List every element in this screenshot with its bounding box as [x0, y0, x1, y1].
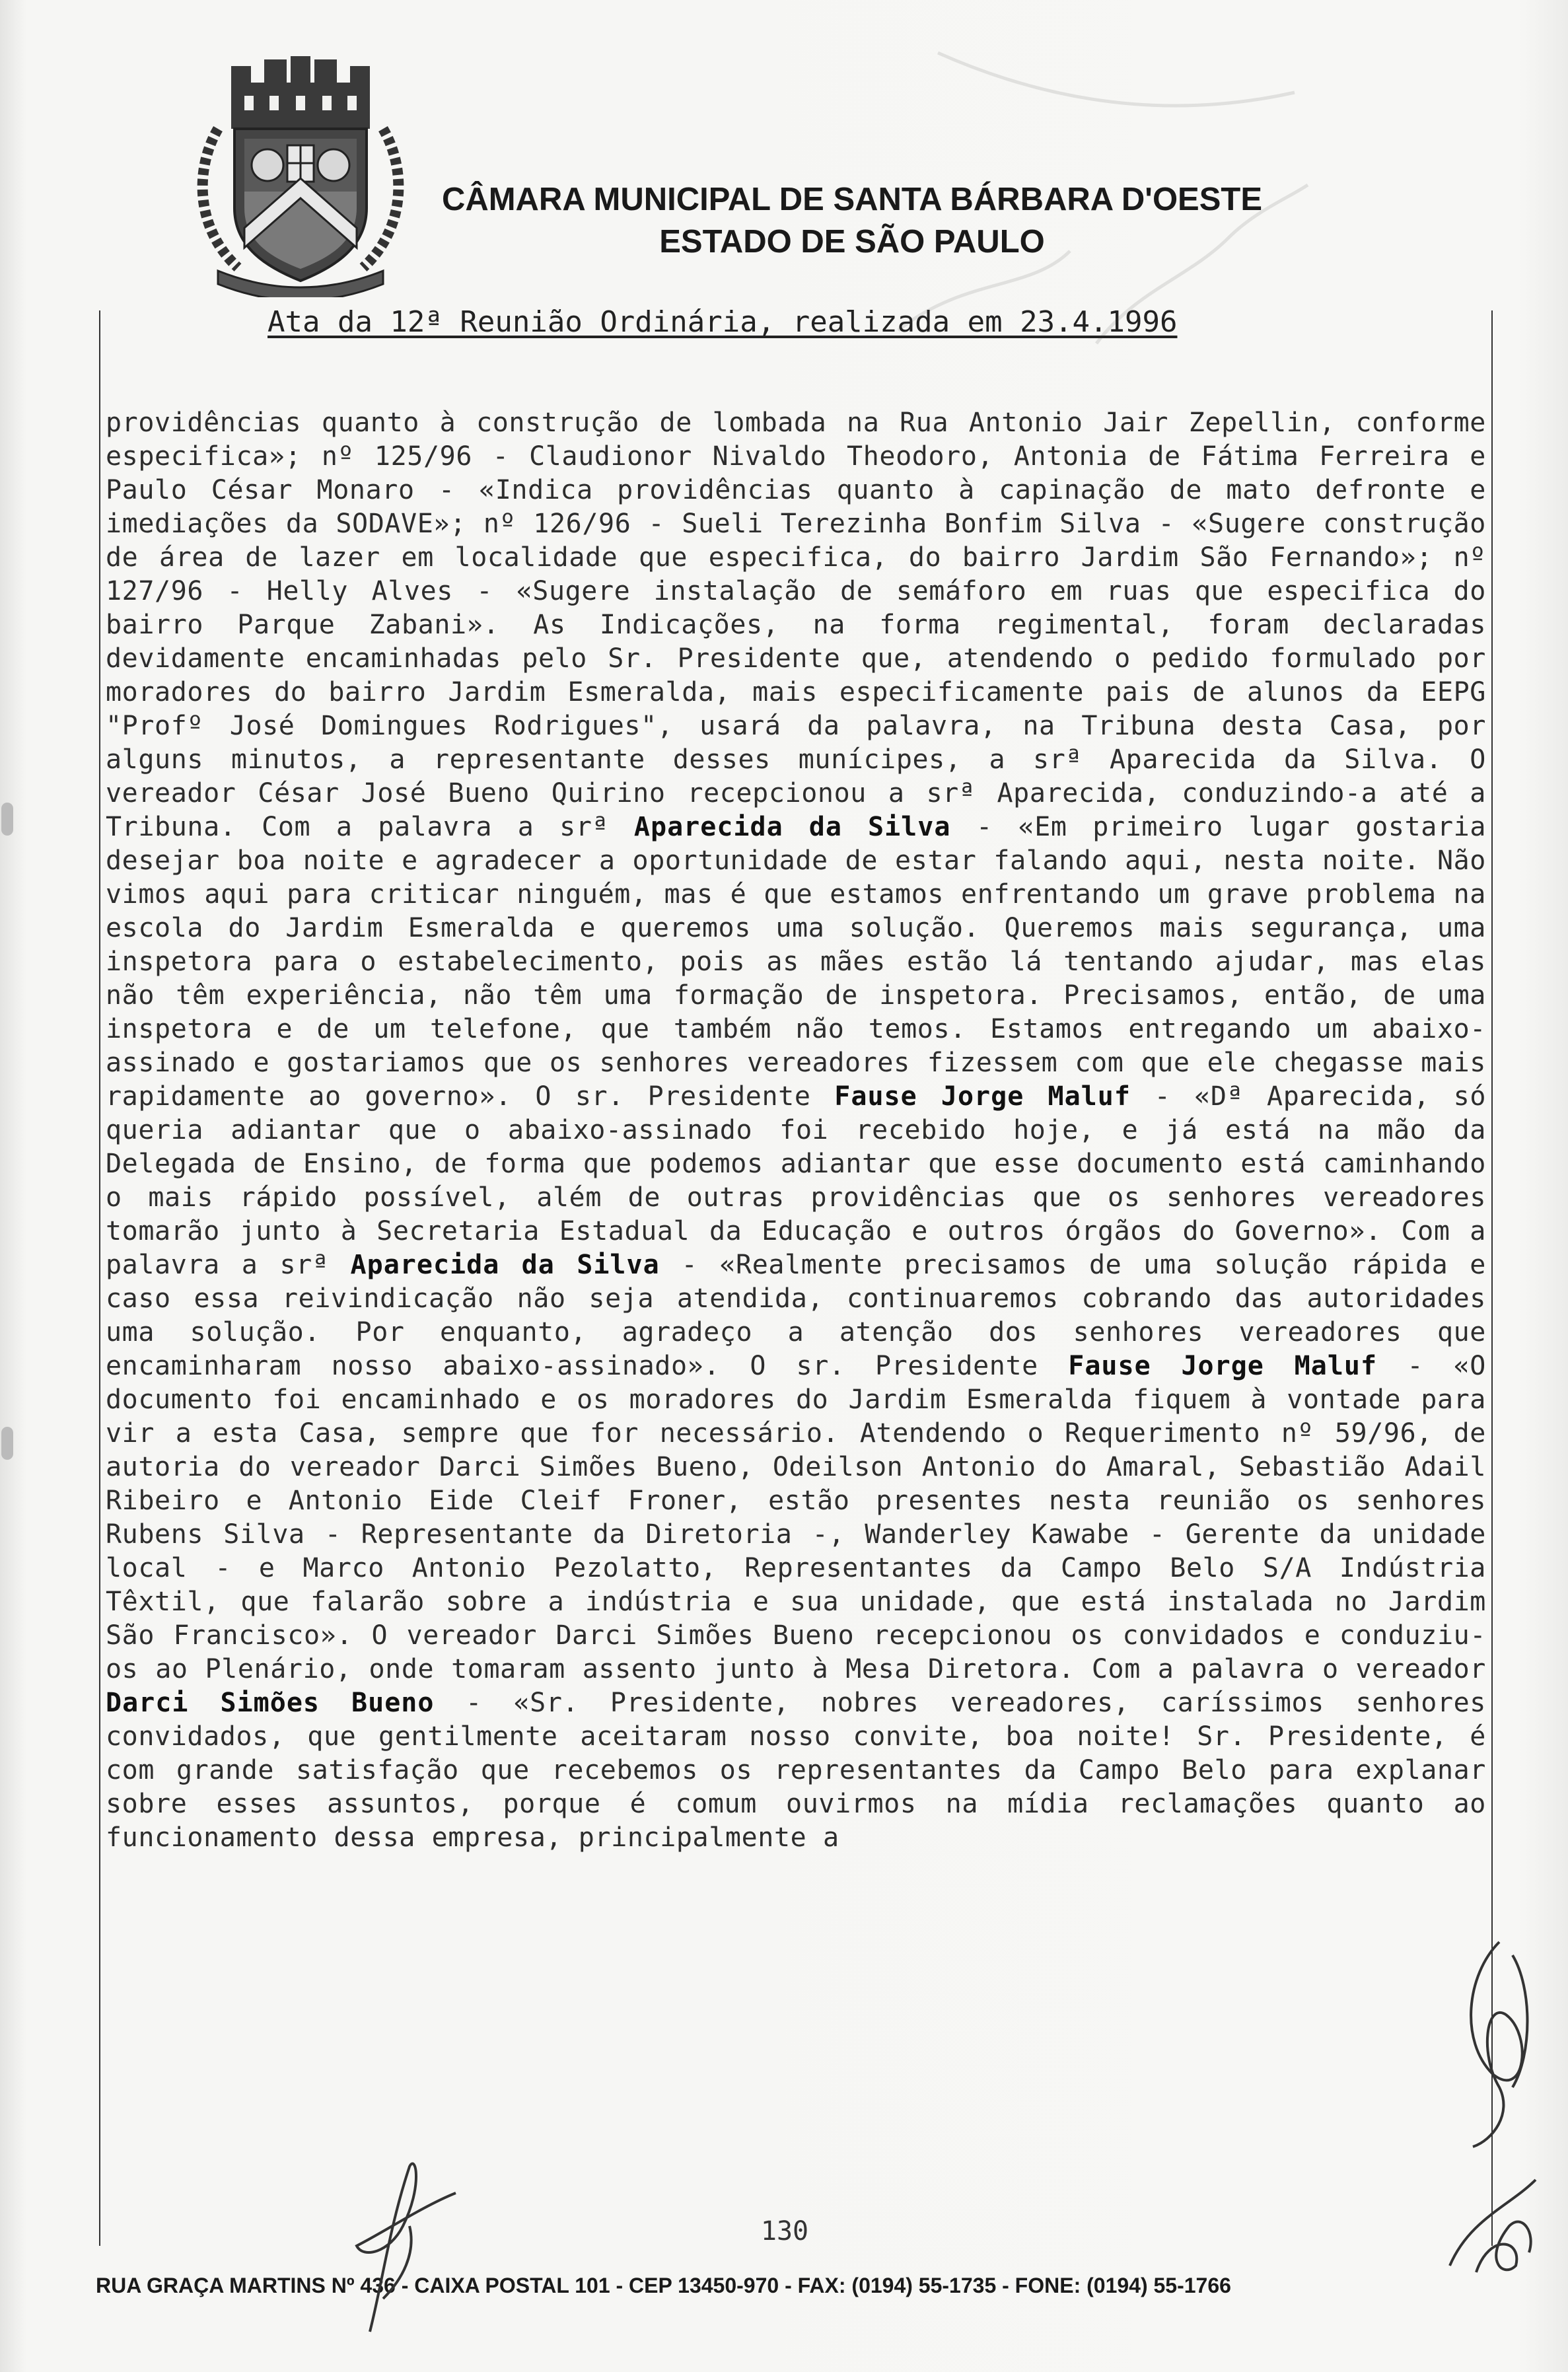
page-number: 130	[760, 2216, 809, 2246]
body-text: - «Sr. Presidente, nobres vereadores, caríssimos senhores convidados, que gentilmente aceitaram nosso convite, boa noite! Sr. Presidente, é com grande satisfação que recebemos os representantes da Campo Belo para explanar sobre esses assuntos, porque é comum ouvirmos na mídia reclamações quanto ao funcionamento dessa empresa, principalmente a	[106, 1688, 1486, 1853]
handwritten-signature-icon	[1437, 2153, 1549, 2285]
binding-hole	[1, 1427, 13, 1460]
state-name: ESTADO DE SÃO PAULO	[659, 224, 1045, 260]
footer-address: RUA GRAÇA MARTINS Nº 436 - CAIXA POSTAL 101 - CEP 13450-970 - FAX: (0194) 55-1735 - FONE: (0194) 55-1766	[96, 2274, 1231, 2297]
speaker-name: Fause Jorge Maluf	[834, 1081, 1131, 1112]
binding-hole	[1, 803, 13, 836]
handwritten-initials-icon	[343, 2147, 462, 2338]
body-text: - «O documento foi encaminhado e os moradores do Jardim Esmeralda fiquem à vontade para vir a esta Casa, sempre que for necessário. Atendendo o Requerimento nº 59/96, de autoria do vereador Darci Simões Bueno, Odeilson Antonio do Amaral, Sebastião Adail Ribeiro e Antonio Eide Cleif Froner, estão presentes nesta reunião os senhores Rubens Silva - Representante da Diretoria -, Wanderley Kawabe - Gerente da unidade local - e Marco Antonio Pezolatto, Representantes da Campo Belo S/A Indústria Têxtil, que falarão sobre a indústria e sua unidade, que está instalada no Jardim São Francisco». O vereador Darci Simões Bueno recepcionou os convidados e conduziu-os ao Plenário, onde tomaram assento junto à Mesa Diretora. Com a palavra o vereador	[106, 1351, 1486, 1684]
body-text: providências quanto à construção de lombada na Rua Antonio Jair Zepellin, conforme especifica»; nº 125/96 - Claudionor Nivaldo Theodoro, Antonia de Fátima Ferreira e Paulo César Monaro - «Indica providências quanto à capinação de mato defronte e imediações da SODAVE»; nº 126/96 - Sueli Terezinha Bonfim Silva - «Sugere construção de área de lazer em localidade que especifica, do bairro Jardim São Fernando»; nº 127/96 - Helly Alves - «Sugere instalação de semáforo em ruas que especifica do bairro Parque Zabani». As Indicações, na forma regimental, foram declaradas devidamente encaminhadas pelo Sr. Presidente que, atendendo o pedido formulado por moradores do bairro Jardim Esmeralda, mais especificamente pais de alunos da EEPG "Profº José Domingues Rodrigues", usará da palavra, na Tribuna desta Casa, por alguns minutos, a representante desses munícipes, a srª Aparecida da Silva. O vereador César José Bueno Quirino recepcionou a srª Aparecida, conduzindo-a até a Tribuna. Com a palavra a srª	[106, 408, 1486, 842]
institution-header	[423, 178, 1281, 263]
right-margin-rule	[1491, 310, 1493, 2246]
institution-name: CÂMARA MUNICIPAL DE SANTA BÁRBARA D'OESTE	[441, 182, 1263, 217]
municipal-coat-of-arms-icon	[192, 56, 410, 297]
speaker-name: Aparecida da Silva	[350, 1250, 660, 1280]
minutes-body	[106, 406, 1486, 1855]
handwritten-rubric-icon	[1453, 1935, 1539, 2153]
body-text: - «Realmente precisamos de uma solução rápida e caso essa reivindicação não seja atendida, continuaremos cobrando das autoridades uma solução. Por enquanto, agradeço a atenção dos senhores vereadores que encaminharam nosso abaixo-assinado». O sr. Presidente	[106, 1250, 1486, 1381]
left-margin-rule	[99, 310, 100, 2246]
minutes-paragraph	[106, 406, 1486, 1855]
minutes-title: Ata da 12ª Reunião Ordinária, realizada em 23.4.1996	[267, 305, 1178, 339]
speaker-name: Darci Simões Bueno	[106, 1688, 435, 1718]
speaker-name: Fause Jorge Maluf	[1068, 1351, 1378, 1381]
body-text: - «Em primeiro lugar gostaria desejar boa noite e agradecer a oportunidade de estar falando aqui, nesta noite. Não vimos aqui para criticar ninguém, mas é que estamos enfrentando um grave problema na escola do Jardim Esmeralda e queremos uma solução. Queremos mais segurança, uma inspetora para o estabelecimento, pois as mães estão lá tentando ajudar, mas elas não têm experiência, não têm uma formação de inspetora. Precisamos, então, de uma inspetora e de um telefone, que também não temos. Estamos entregando um abaixo-assinado e gostariamos que os senhores vereadores fizessem com que ele chegasse mais rapidamente ao governo». O sr. Presidente	[106, 812, 1487, 1112]
body-text: - «Dª Aparecida, só queria adiantar que o abaixo-assinado foi recebido hoje, e já está na mão da Delegada de Ensino, de forma que podemos adiantar que esse documento está caminhando o mais rápido possível, além de outras providências que os senhores vereadores tomarão junto à Secretaria Estadual da Educação e outros órgãos do Governo». Com a palavra a srª	[106, 1081, 1486, 1280]
speaker-name: Aparecida da Silva	[633, 812, 951, 842]
